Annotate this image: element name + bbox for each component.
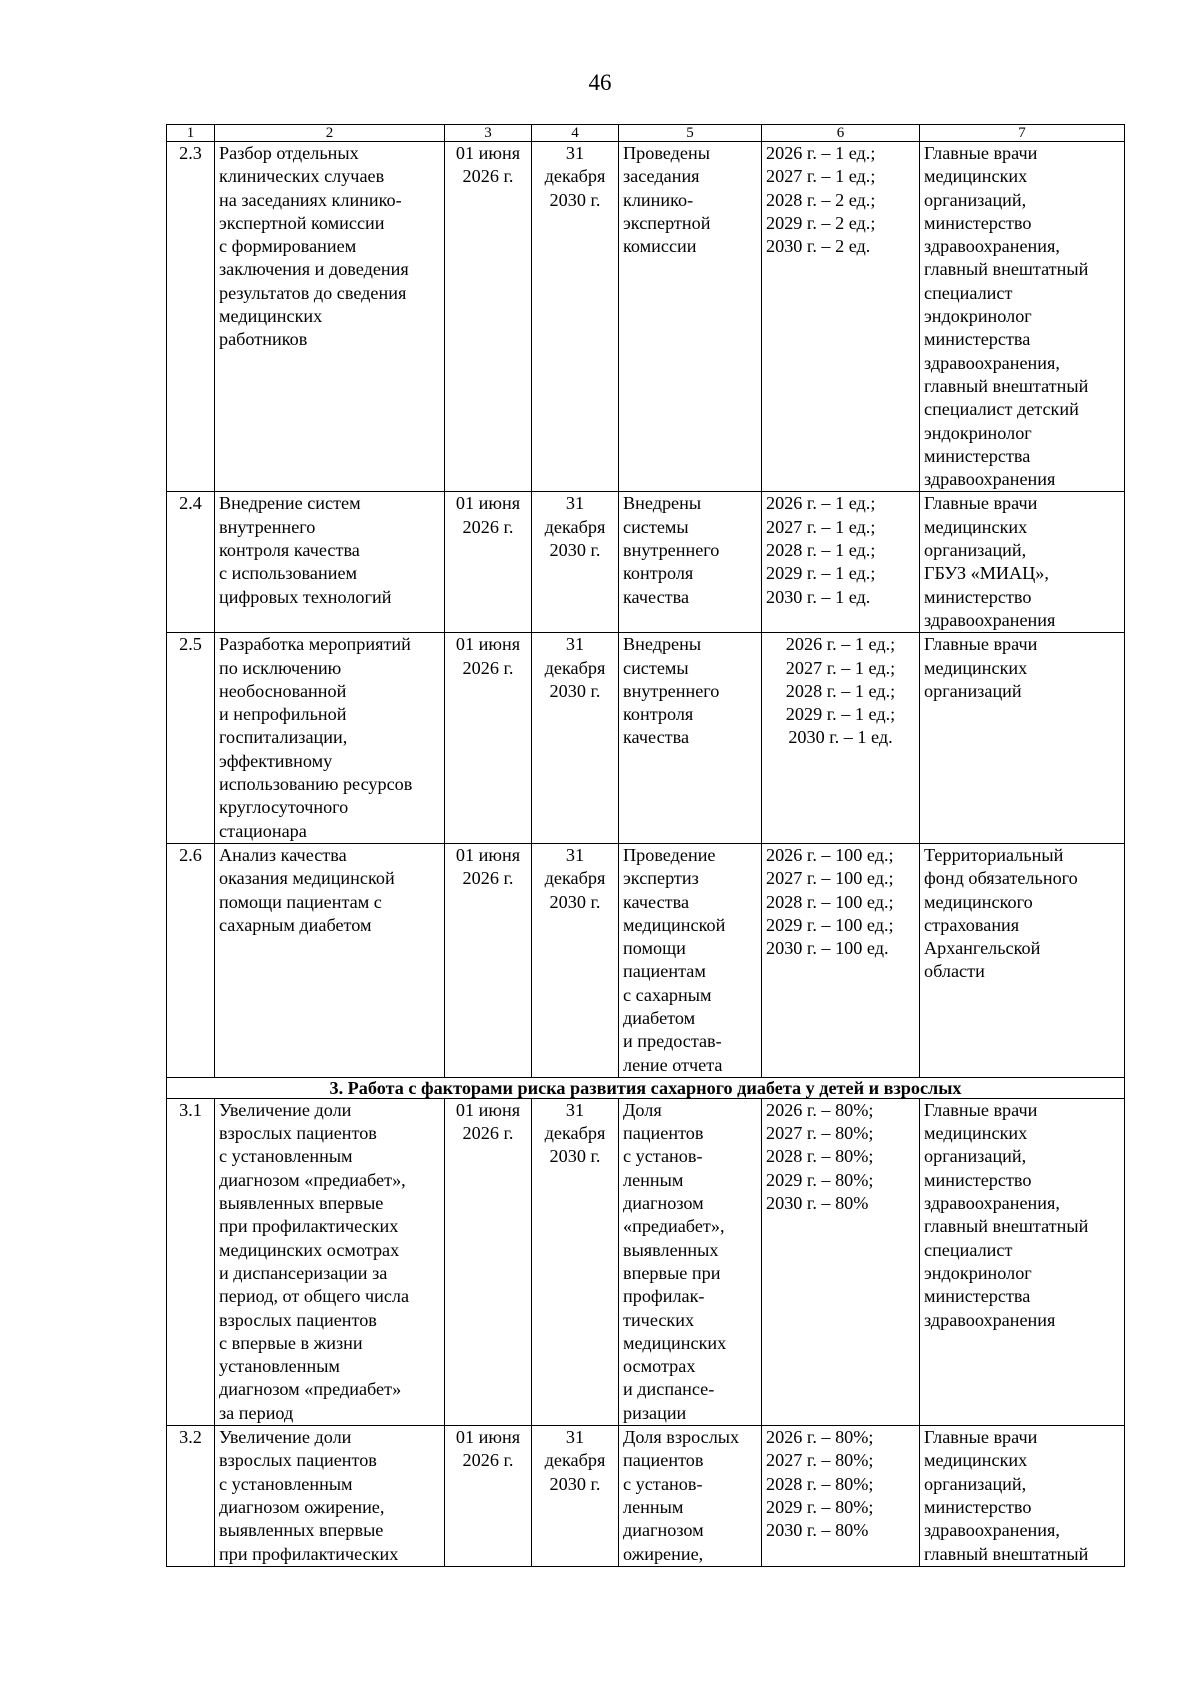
indicator-line: 2027 г. – 100 ед.; [766, 868, 894, 889]
responsible-line: медицинского [924, 891, 1033, 912]
end-date-line: декабря [544, 516, 606, 537]
responsible-line: министерство [924, 586, 1032, 607]
result-line: клинико- [623, 189, 694, 210]
result-line: впервые при [623, 1262, 721, 1283]
responsible-line: главный внештатный [924, 1216, 1089, 1237]
indicator-line: 2026 г. – 80%; [766, 1099, 874, 1120]
measure-line: установленным [219, 1356, 340, 1377]
responsible-line: медицинских [924, 1123, 1028, 1144]
measure-line: взрослых пациентов [219, 1123, 377, 1144]
end-date-line: декабря [544, 868, 606, 889]
result-line: заседания [623, 166, 700, 187]
result-line: пациентов [623, 1450, 704, 1471]
responsible-line: Территориальный [924, 844, 1064, 865]
measure-line: Внедрение систем [219, 493, 361, 514]
start-date-line: 2026 г. [462, 657, 514, 678]
indicator-line: 2026 г. – 100 ед.; [766, 844, 894, 865]
responsible-line: Архангельской [924, 938, 1041, 959]
indicator-line: 2027 г. – 1 ед.; [785, 657, 896, 678]
measure-line: выявленных впервые [219, 1520, 384, 1541]
result-line: ленным [623, 1169, 684, 1190]
indicator-line: 2027 г. – 80%; [766, 1450, 874, 1471]
indicator-line: 2029 г. – 1 ед.; [785, 704, 896, 725]
result-line: помощи [623, 938, 686, 959]
table-row [167, 1426, 1125, 1567]
responsible-line: Главные врачи [924, 634, 1038, 655]
measure-line: с формированием [219, 236, 357, 257]
responsible-cell [920, 1098, 1125, 1425]
measure-cell [215, 633, 445, 844]
row-number-cell: 3.2 [167, 1426, 215, 1567]
result-line: качества [623, 891, 690, 912]
result-line: «предиабет», [623, 1216, 725, 1237]
result-line: Доля взрослых [623, 1427, 740, 1448]
start-date-line: 01 июня [455, 1099, 521, 1120]
measure-line: при профилактических [219, 1216, 399, 1237]
responsible-line: здравоохранения [924, 469, 1056, 490]
indicator-line: 2029 г. – 100 ед.; [766, 914, 894, 935]
measure-line: диагнозом «предиабет» [219, 1379, 402, 1400]
measure-line: с впервые в жизни [219, 1332, 363, 1353]
result-line: ленным [623, 1496, 684, 1517]
result-line: ожирение, [623, 1543, 704, 1564]
responsible-cell [920, 142, 1125, 492]
result-cell [619, 492, 762, 633]
measure-line: круглосуточного [219, 797, 349, 818]
measure-line: Разработка мероприятий [219, 634, 411, 655]
end-date-cell [532, 843, 619, 1077]
indicator-line: 2028 г. – 80%; [766, 1473, 874, 1494]
responsible-line: здравоохранения, [924, 1520, 1060, 1541]
plan-table [166, 124, 1125, 1567]
responsible-line: министерства [924, 1286, 1031, 1307]
measure-line: выявленных впервые [219, 1193, 384, 1214]
start-date-cell [445, 633, 532, 844]
result-line: экспертиз [623, 868, 699, 889]
result-line: и диспансе- [623, 1379, 715, 1400]
result-line: медицинских [623, 1332, 727, 1353]
measure-cell [215, 843, 445, 1077]
indicator-line: 2030 г. – 80% [766, 1520, 869, 1541]
result-line: диагнозом [623, 1520, 704, 1541]
measure-line: результатов до сведения [219, 282, 407, 303]
start-date-line: 2026 г. [462, 516, 514, 537]
end-date-line: 2030 г. [549, 1473, 601, 1494]
measure-line: клинических случаев [219, 166, 385, 187]
measure-cell [215, 492, 445, 633]
end-date-line: 31 [565, 1099, 585, 1120]
responsible-line: организаций, [924, 1473, 1027, 1494]
responsible-cell [920, 1426, 1125, 1567]
result-line: качества [623, 727, 690, 748]
responsible-line: организаций [924, 680, 1022, 701]
start-date-line: 01 июня [455, 1427, 521, 1448]
result-line: экспертной [623, 212, 711, 233]
result-line: комиссии [623, 236, 697, 257]
responsible-line: министерство [924, 1496, 1032, 1517]
indicator-line: 2027 г. – 1 ед.; [766, 166, 876, 187]
section-heading: 3. Работа с факторами риска развития сахарного диабета у детей и взрослых [167, 1077, 1125, 1098]
responsible-line: специалист [924, 1239, 1013, 1260]
end-date-line: декабря [544, 657, 606, 678]
result-line: медицинской [623, 914, 726, 935]
measure-line: экспертной комиссии [219, 212, 385, 233]
column-number: 1 [167, 125, 215, 142]
table-row [167, 633, 1125, 844]
result-line: осмотрах [623, 1356, 696, 1377]
end-date-line: 31 [565, 1427, 585, 1448]
indicators-cell [762, 1426, 920, 1567]
end-date-cell [532, 492, 619, 633]
responsible-line: медицинских [924, 1450, 1028, 1471]
indicator-line: 2028 г. – 1 ед.; [785, 680, 896, 701]
indicators-cell [762, 1098, 920, 1425]
result-line: диабетом [623, 1007, 696, 1028]
start-date-cell [445, 1426, 532, 1567]
measure-line: за период [219, 1402, 294, 1423]
start-date-cell [445, 843, 532, 1077]
responsible-cell [920, 843, 1125, 1077]
responsible-line: министерство [924, 212, 1032, 233]
responsible-line: страхования [924, 914, 1020, 935]
measure-line: диагнозом «предиабет», [219, 1169, 406, 1190]
result-line: Проведены [623, 143, 710, 163]
start-date-cell [445, 142, 532, 492]
result-line: Проведение [623, 844, 716, 865]
responsible-line: области [924, 961, 985, 982]
responsible-line: министерства [924, 329, 1031, 350]
result-line: профилак- [623, 1286, 705, 1307]
row-number-cell: 2.3 [167, 142, 215, 492]
result-line: диагнозом [623, 1193, 704, 1214]
responsible-line: министерства [924, 445, 1031, 466]
section-heading-row [167, 1077, 1125, 1098]
indicator-line: 2029 г. – 80%; [766, 1496, 874, 1517]
column-number: 2 [215, 125, 445, 142]
start-date-line: 01 июня [455, 143, 521, 163]
measure-line: эффективному [219, 750, 333, 771]
indicator-line: 2030 г. – 100 ед. [766, 938, 889, 959]
column-number: 3 [445, 125, 532, 142]
indicator-line: 2028 г. – 80%; [766, 1146, 874, 1167]
end-date-line: 31 [565, 493, 585, 514]
indicator-line: 2030 г. – 80% [766, 1193, 869, 1214]
responsible-line: здравоохранения [924, 609, 1056, 630]
row-number-cell: 2.4 [167, 492, 215, 633]
result-line: внутреннего [623, 680, 720, 701]
responsible-line: Главные врачи [924, 143, 1038, 163]
indicator-line: 2028 г. – 1 ед.; [766, 540, 876, 561]
end-date-line: 2030 г. [549, 1146, 601, 1167]
measure-line: медицинских [219, 306, 323, 327]
column-number: 7 [920, 125, 1125, 142]
table-row [167, 1098, 1125, 1425]
result-line: и предостав- [623, 1031, 722, 1052]
measure-line: необоснованной [219, 680, 347, 701]
measure-line: использованию ресурсов [219, 774, 413, 795]
result-line: системы [623, 657, 689, 678]
responsible-line: медицинских [924, 516, 1028, 537]
measure-line: Анализ качества [219, 844, 347, 865]
page-number: 46 [588, 70, 612, 95]
start-date-line: 01 июня [455, 493, 521, 514]
indicators-cell [762, 492, 920, 633]
indicators-cell [762, 633, 920, 844]
measure-line: сахарным диабетом [219, 914, 372, 935]
responsible-line: здравоохранения, [924, 352, 1060, 373]
column-number: 6 [762, 125, 920, 142]
measure-line: цифровых технологий [219, 586, 392, 607]
result-cell [619, 1098, 762, 1425]
row-number-cell: 2.5 [167, 633, 215, 844]
end-date-cell [532, 1098, 619, 1425]
measure-line: контроля качества [219, 540, 360, 561]
responsible-line: специалист [924, 282, 1013, 303]
measure-line: взрослых пациентов [219, 1450, 377, 1471]
start-date-cell [445, 492, 532, 633]
measure-line: с установленным [219, 1146, 353, 1167]
start-date-cell [445, 1098, 532, 1425]
indicator-line: 2030 г. – 2 ед. [766, 236, 871, 257]
indicator-line: 2026 г. – 80%; [766, 1427, 874, 1448]
measure-line: взрослых пациентов [219, 1309, 377, 1330]
start-date-line: 01 июня [455, 634, 521, 655]
responsible-line: специалист детский [924, 399, 1079, 420]
end-date-line: декабря [544, 1450, 606, 1471]
responsible-line: организаций, [924, 189, 1027, 210]
responsible-line: медицинских [924, 166, 1028, 187]
result-line: с установ- [623, 1473, 703, 1494]
result-line: ризации [623, 1402, 687, 1423]
start-date-line: 01 июня [455, 844, 521, 865]
measure-line: при профилактических [219, 1543, 399, 1564]
end-date-line: 31 [565, 143, 585, 163]
responsible-line: министерство [924, 1169, 1032, 1190]
responsible-line: эндокринолог [924, 1262, 1032, 1283]
end-date-cell [532, 142, 619, 492]
row-number-cell: 3.1 [167, 1098, 215, 1425]
column-number: 4 [532, 125, 619, 142]
row-number-cell: 2.6 [167, 843, 215, 1077]
result-line: пациентам [623, 961, 706, 982]
measure-cell [215, 142, 445, 492]
indicator-line: 2029 г. – 80%; [766, 1169, 874, 1190]
end-date-line: 31 [565, 844, 585, 865]
column-number-row [167, 125, 1125, 142]
start-date-line: 2026 г. [462, 1123, 514, 1144]
measure-line: работников [219, 329, 308, 350]
responsible-cell [920, 492, 1125, 633]
indicators-cell [762, 843, 920, 1077]
responsible-line: Главные врачи [924, 1099, 1038, 1120]
indicator-line: 2029 г. – 1 ед.; [766, 563, 876, 584]
measure-line: по исключению [219, 657, 342, 678]
responsible-cell [920, 633, 1125, 844]
indicator-line: 2028 г. – 2 ед.; [766, 189, 876, 210]
end-date-line: декабря [544, 1123, 606, 1144]
responsible-line: главный внештатный [924, 1543, 1089, 1564]
responsible-line: организаций, [924, 540, 1027, 561]
measure-line: период, от общего числа [219, 1286, 410, 1307]
result-line: пациентов [623, 1123, 704, 1144]
start-date-line: 2026 г. [462, 1450, 514, 1471]
result-cell [619, 1426, 762, 1567]
indicator-line: 2026 г. – 1 ед.; [766, 493, 876, 514]
indicator-line: 2027 г. – 80%; [766, 1123, 874, 1144]
indicator-line: 2030 г. – 1 ед. [788, 727, 893, 748]
end-date-cell [532, 633, 619, 844]
responsible-line: главный внештатный [924, 375, 1089, 396]
responsible-line: организаций, [924, 1146, 1027, 1167]
table-row [167, 492, 1125, 633]
measure-line: внутреннего [219, 516, 316, 537]
measure-line: на заседаниях клинико- [219, 189, 402, 210]
measure-line: медицинских осмотрах [219, 1239, 400, 1260]
measure-line: с установленным [219, 1473, 353, 1494]
indicator-line: 2029 г. – 2 ед.; [766, 212, 876, 233]
end-date-line: 2030 г. [549, 189, 601, 210]
measure-line: Разбор отдельных [219, 143, 359, 163]
measure-cell [215, 1098, 445, 1425]
indicator-line: 2027 г. – 1 ед.; [766, 516, 876, 537]
responsible-line: ГБУЗ «МИАЦ», [924, 563, 1049, 584]
measure-line: Увеличение доли [219, 1099, 352, 1120]
indicator-line: 2026 г. – 1 ед.; [785, 634, 896, 655]
end-date-line: 2030 г. [549, 891, 601, 912]
measure-line: стационара [219, 820, 307, 841]
measure-line: и непрофильной [219, 704, 347, 725]
result-line: Доля [623, 1099, 662, 1120]
responsible-line: медицинских [924, 657, 1028, 678]
result-line: качества [623, 586, 690, 607]
responsible-line: здравоохранения [924, 1309, 1056, 1330]
result-cell [619, 633, 762, 844]
measure-line: и диспансеризации за [219, 1262, 388, 1283]
result-line: системы [623, 516, 689, 537]
responsible-line: Главные врачи [924, 1427, 1038, 1448]
responsible-line: главный внештатный [924, 259, 1089, 280]
end-date-line: декабря [544, 166, 606, 187]
result-line: с установ- [623, 1146, 703, 1167]
indicator-line: 2026 г. – 1 ед.; [766, 143, 876, 163]
measure-line: помощи пациентам с [219, 891, 382, 912]
responsible-line: эндокринолог [924, 306, 1032, 327]
table-row [167, 843, 1125, 1077]
result-line: тических [623, 1309, 695, 1330]
result-cell [619, 142, 762, 492]
responsible-line: Главные врачи [924, 493, 1038, 514]
result-line: выявленных [623, 1239, 719, 1260]
measure-line: оказания медицинской [219, 868, 395, 889]
measure-line: заключения и доведения [219, 259, 409, 280]
result-line: Внедрены [623, 634, 702, 655]
measure-line: с использованием [219, 563, 358, 584]
responsible-line: здравоохранения, [924, 236, 1060, 257]
result-line: Внедрены [623, 493, 702, 514]
measure-line: Увеличение доли [219, 1427, 352, 1448]
start-date-line: 2026 г. [462, 868, 514, 889]
result-line: внутреннего [623, 540, 720, 561]
start-date-line: 2026 г. [462, 166, 514, 187]
result-line: с сахарным [623, 984, 712, 1005]
result-line: контроля [623, 704, 694, 725]
end-date-line: 2030 г. [549, 680, 601, 701]
responsible-line: эндокринолог [924, 422, 1032, 443]
result-line: контроля [623, 563, 694, 584]
end-date-line: 2030 г. [549, 540, 601, 561]
table-row [167, 142, 1125, 492]
plan-table-body [167, 125, 1125, 1567]
indicator-line: 2030 г. – 1 ед. [766, 586, 871, 607]
responsible-line: здравоохранения, [924, 1193, 1060, 1214]
column-number: 5 [619, 125, 762, 142]
end-date-cell [532, 1426, 619, 1567]
measure-line: диагнозом ожирение, [219, 1496, 385, 1517]
measure-line: госпитализации, [219, 727, 348, 748]
result-line: ление отчета [623, 1054, 723, 1075]
result-cell [619, 843, 762, 1077]
indicators-cell [762, 142, 920, 492]
measure-cell [215, 1426, 445, 1567]
indicator-line: 2028 г. – 100 ед.; [766, 891, 894, 912]
responsible-line: фонд обязательного [924, 868, 1078, 889]
end-date-line: 31 [565, 634, 585, 655]
